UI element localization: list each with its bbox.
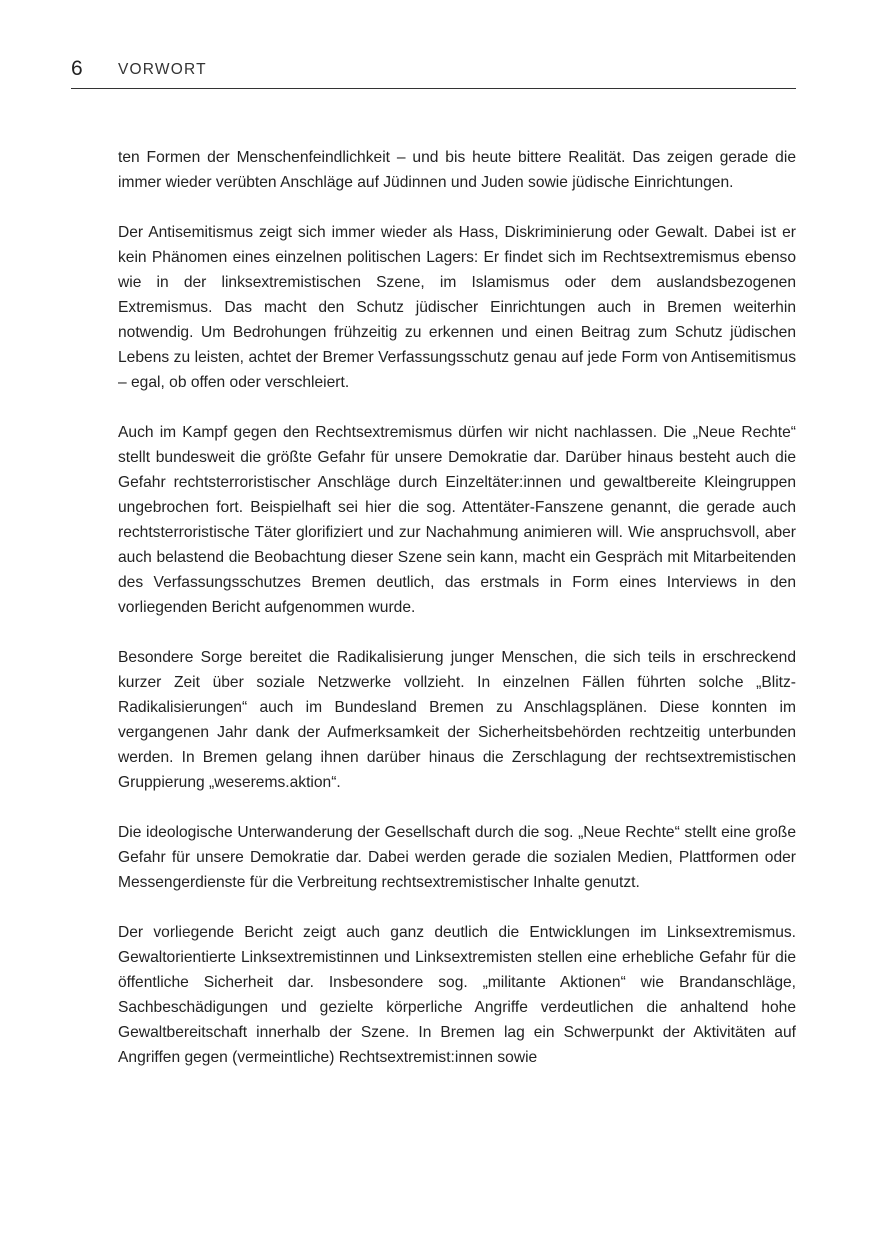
paragraph-1: ten Formen der Menschenfeindlichkeit – und bis heute bittere Realität. Das zeigen gerade die immer wieder verübten Anschläge auf Jüdinnen und Juden sowie jüdische Einrichtungen.	[118, 149, 796, 191]
paragraph-2: Der Antisemitismus zeigt sich immer wieder als Hass, Diskriminierung oder Gewalt. Dabei ist er kein Phänomen eines einzelnen politischen Lagers: Er findet sich im Rechtsextremismus ebenso wie in der linksextremistischen Szene, im Islamismus oder dem auslandsbezogenen Extremismus. Das macht den Schutz jüdischer Einrichtungen auch in Bremen weiterhin notwendig. Um Bedrohungen frühzeitig zu erkennen und einen Beitrag zum Schutz jüdischen Lebens zu leisten, achtet der Bremer Verfassungsschutz genau auf jede Form von Antisemitismus – egal, ob offen oder verschleiert.	[118, 224, 796, 391]
paragraph-3: Auch im Kampf gegen den Rechtsextremismus dürfen wir nicht nachlassen. Die „Neue Rechte“ stellt bundesweit die größte Gefahr für unsere Demokratie dar. Darüber hinaus besteht auch die Gefahr rechtsterroristischer Anschläge durch Einzeltäter:innen und gewaltbereite Kleingruppen ungebrochen fort. Beispielhaft sei hier die sog. Attentäter-Fanszene genannt, die gerade auch rechtsterroristische Täter glorifiziert und zur Nachahmung animieren will. Wie anspruchsvoll, aber auch belastend die Beobachtung dieser Szene sein kann, macht ein Gespräch mit Mitarbeitenden des Verfassungsschutzes Bremen deutlich, das erstmals in Form eines Interviews in den vorliegenden Bericht aufgenommen wurde.	[118, 424, 796, 616]
paragraph-6: Der vorliegende Bericht zeigt auch ganz deutlich die Entwicklungen im Linksextremismus. Gewaltorientierte Linksextremistinnen und Linksextremisten stellen eine erhebliche Gefahr für die öffentliche Sicherheit dar. Insbesondere sog. „militante Aktionen“ wie Brandanschläge, Sachbeschädigungen und gezielte körperliche Angriffe verdeutlichen die anhaltend hohe Gewaltbereitschaft innerhalb der Szene. In Bremen lag ein Schwerpunkt der Aktivitäten auf Angriffen gegen (vermeintliche) Rechtsextremist:innen sowie	[118, 924, 796, 1066]
paragraph-4: Besondere Sorge bereitet die Radikalisierung junger Menschen, die sich teils in erschreckend kurzer Zeit über soziale Netzwerke vollzieht. In einzelnen Fällen führten solche „Blitz-Radikalisierungen“ auch im Bundesland Bremen zu Anschlagsplänen. Diese konnten im vergangenen Jahr dank der Aufmerksamkeit der Sicherheitsbehörden rechtzeitig unterbunden werden. In Bremen gelang ihnen darüber hinaus die Zerschlagung der rechtsextremistischen Gruppierung „weserems.aktion“.	[118, 649, 796, 791]
running-header	[71, 56, 796, 89]
section-title: VORWORT	[118, 61, 207, 78]
paragraph-5: Die ideologische Unterwanderung der Gesellschaft durch die sog. „Neue Rechte“ stellt eine große Gefahr für unsere Demokratie dar. Dabei werden gerade die sozialen Medien, Plattformen oder Messengerdienste für die Verbreitung rechtsextremistischer Inhalte genutzt.	[118, 824, 796, 891]
body-text	[118, 145, 796, 1070]
page-number: 6	[71, 57, 83, 80]
